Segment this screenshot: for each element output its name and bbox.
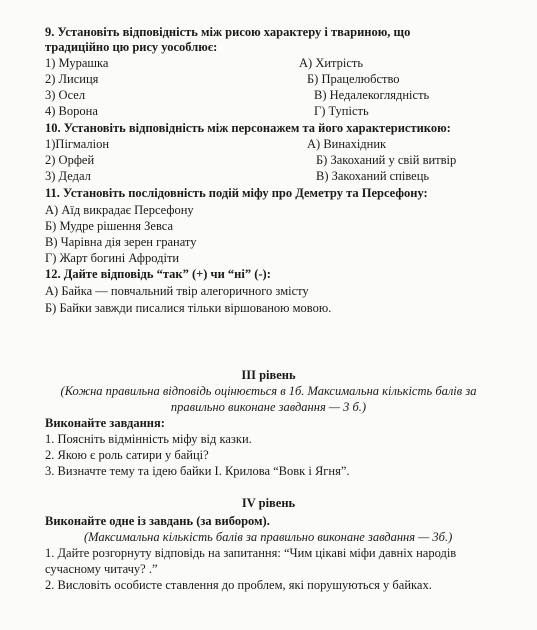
q12-item: А) Байка — повчальний твір алегоричного змісту <box>45 284 309 298</box>
q11-item: Г) Жарт богині Афродіти <box>45 251 180 265</box>
q9-left-item: 3) Осел <box>45 88 86 102</box>
q11-title: 11. Установіть послідовність подій міфу про Деметру та Персефону: <box>45 186 428 200</box>
level3-note-line2: правильно виконане завдання — 3 б.) <box>170 400 367 414</box>
q9-left-item: 2) Лисиця <box>45 72 99 86</box>
q11-item: А) Аїд викрадає Персефону <box>45 203 194 217</box>
level3-task: 2. Якою є роль сатири у байці? <box>45 448 209 462</box>
q9-title-line2: традиційно цю рису уособлює: <box>45 40 218 54</box>
level4-note: (Максимальна кількість балів за правильно виконане завдання — 3б.) <box>84 530 453 544</box>
level3-heading: ІІІ рівень <box>241 368 296 382</box>
q10-title: 10. Установіть відповідність між персонажем та його характеристикою: <box>45 121 451 135</box>
level3-task: 1. Поясніть відмінність міфу від казки. <box>45 432 252 446</box>
q10-right-item: В) Закоханий співець <box>316 169 430 183</box>
level3-task-title: Виконайте завдання: <box>45 416 165 430</box>
q9-right-item: Г) Тупість <box>314 104 369 118</box>
q9-title-line1: 9. Установіть відповідність між рисою характеру і твариною, що <box>45 25 411 39</box>
level4-heading: ІV рівень <box>241 496 296 510</box>
q10-right-item: Б) Закоханий у свій витвір <box>316 153 457 167</box>
level3-task: 3. Визначте тему та ідею байки І. Крилова “Вовк і Ягня”. <box>45 464 350 478</box>
q10-left-item: 3) Дедал <box>45 169 91 183</box>
q10-left-item: 1)Пігмаліон <box>45 137 110 151</box>
level4-task1-line2: сучасному читачу? .” <box>45 562 158 576</box>
q10-left-item: 2) Орфей <box>45 153 95 167</box>
q10-right-item: А) Винахідник <box>307 137 387 151</box>
q9-right-item: Б) Працелюбство <box>307 72 400 86</box>
q9-right-item: В) Недалекоглядність <box>314 88 430 102</box>
q9-right-item: А) Хитрість <box>299 56 364 70</box>
q9-left-item: 1) Мурашка <box>45 56 109 70</box>
q11-item: Б) Мудре рішення Зевса <box>45 219 174 233</box>
level4-task2: 2. Висловіть особисте ставлення до проблем, які порушуються у байках. <box>45 578 432 592</box>
level3-note-line1: (Кожна правильна відповідь оцінюється в 1б. Максимальна кількість балів за <box>60 384 477 398</box>
q12-title: 12. Дайте відповідь “так” (+) чи “ні” (-): <box>45 267 271 281</box>
level4-task1-line1: 1. Дайте розгорнуту відповідь на запитання: “Чим цікаві міфи давніх народів <box>45 546 457 560</box>
q11-item: В) Чарівна дія зерен гранату <box>45 235 197 249</box>
q12-item: Б) Байки завжди писалися тільки віршованою мовою. <box>45 301 332 315</box>
level4-task-title: Виконайте одне із завдань (за вибором). <box>45 514 270 528</box>
q9-left-item: 4) Ворона <box>45 104 98 118</box>
